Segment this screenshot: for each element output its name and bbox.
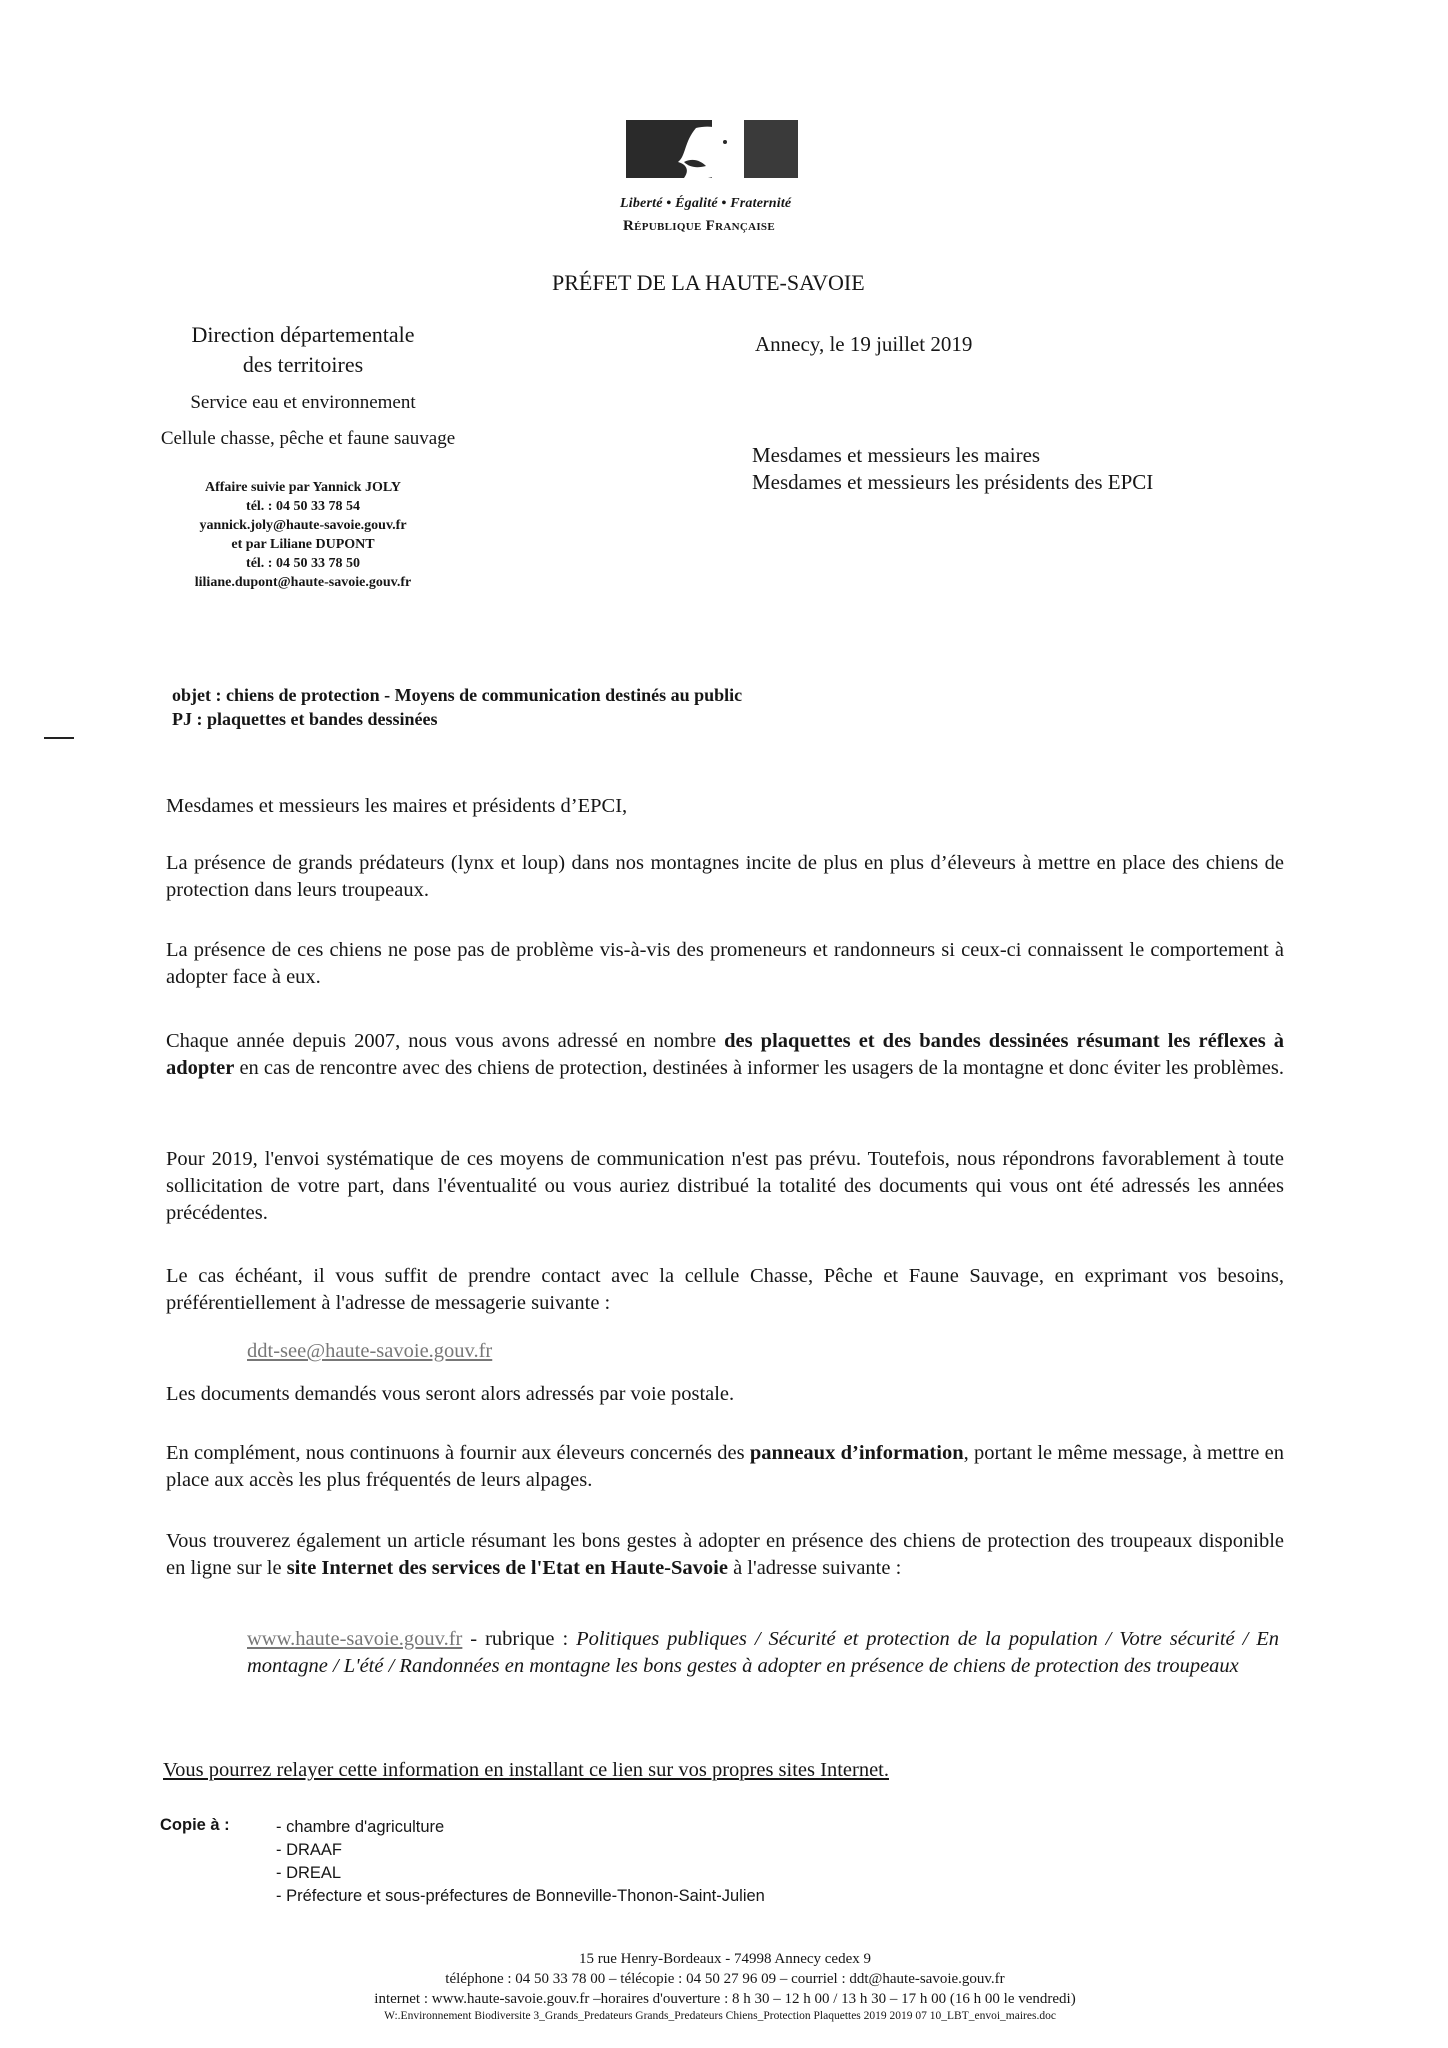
paragraph-2019: Pour 2019, l'envoi systématique de ces moyens de communication n'est pas prévu. Toutefois, nous répondrons favorablement à toute sollicitation de votre part, dans l'éventualité ou vous auriez distribué la totalité des documents qui vous ont été adressés les années précédentes. bbox=[166, 1148, 1284, 1224]
contact-email: yannick.joly@haute-savoie.gouv.fr bbox=[199, 518, 407, 533]
paragraph-panels bbox=[166, 1440, 1284, 1494]
footer-phones: téléphone : 04 50 33 78 00 – télécopie : 04 50 27 96 09 – courriel : ddt@haute-savoie.gouv.fr bbox=[445, 1971, 1005, 1987]
sender-service: Service eau et environnement bbox=[190, 392, 416, 413]
copy-label: Copie à : bbox=[160, 1816, 230, 1834]
object-line: objet : chiens de protection - Moyens de communication destinés au public bbox=[172, 685, 743, 705]
paragraph-text: Vous trouverez également un article résumant les bons gestes à adopter en présence des chiens de protection des troupeaux disponible en ligne sur le bbox=[166, 1530, 1284, 1579]
url-block bbox=[247, 1626, 1279, 1680]
copy-item: - DREAL bbox=[276, 1864, 342, 1882]
paragraph-emphasis: des plaquettes et des bandes dessinées résumant les réflexes à adopter bbox=[166, 1030, 1284, 1079]
republic-motto: Liberté • Égalité • Fraternité bbox=[620, 196, 792, 211]
salutation: Mesdames et messieurs les maires et présidents d’EPCI, bbox=[166, 795, 628, 817]
paragraph-text: En complément, nous continuons à fournir aux éleveurs concernés des bbox=[166, 1442, 750, 1464]
email-link[interactable]: ddt-see@haute-savoie.gouv.fr bbox=[247, 1340, 493, 1362]
contact-line: tél. : 04 50 33 78 54 bbox=[246, 499, 360, 514]
footer-address: 15 rue Henry-Bordeaux - 74998 Annecy cedex 9 bbox=[579, 1951, 871, 1967]
paragraph-text: à l'adresse suivante : bbox=[727, 1557, 902, 1579]
paragraph-predators: La présence de grands prédateurs (lynx et loup) dans nos montagnes incite de plus en plus d’éleveurs à mettre en place des chiens de protection dans leurs troupeaux. bbox=[166, 852, 1284, 901]
copy-item: - chambre d'agriculture bbox=[276, 1818, 445, 1836]
copy-list bbox=[276, 1816, 765, 1908]
paragraph-text: en cas de rencontre avec des chiens de protection, destinées à informer les usagers de la montagne et donc éviter les problèmes. bbox=[234, 1057, 1284, 1079]
attachment-line: PJ : plaquettes et bandes dessinées bbox=[172, 709, 438, 729]
paragraph-emphasis: panneaux d’information bbox=[749, 1442, 964, 1464]
copy-item: - DRAAF bbox=[276, 1841, 342, 1859]
contact-line: Affaire suivie par Yannick JOLY bbox=[204, 480, 402, 495]
marianne-logo bbox=[626, 120, 798, 178]
contact-email: liliane.dupont@haute-savoie.gouv.fr bbox=[194, 575, 412, 590]
prefet-title: PRÉFET DE LA HAUTE-SAVOIE bbox=[552, 270, 865, 295]
letter-object bbox=[172, 683, 1072, 731]
footer-internet: internet : www.haute-savoie.gouv.fr –horaires d'ouverture : 8 h 30 – 12 h 00 / 13 h 30 – 17 h 00 (16 h 00 le vendredi) bbox=[374, 1991, 1076, 2007]
copy-item: - Préfecture et sous-préfectures de Bonneville-Thonon-Saint-Julien bbox=[276, 1887, 765, 1905]
paragraph-postal: Les documents demandés vous seront alors adressés par voie postale. bbox=[166, 1383, 735, 1405]
recipient-line: Mesdames et messieurs les présidents des EPCI bbox=[752, 470, 1154, 494]
paragraph-text: , portant le même message, à mettre en place aux accès les plus fréquentés de leurs alpages. bbox=[166, 1442, 1284, 1491]
file-path: W:.Environnement Biodiversite 3_Grands_Predateurs Grands_Predateurs Chiens_Protection Plaquettes 2019 2019 07 10_LBT_envoi_maires.doc bbox=[384, 2010, 1056, 2022]
recipients bbox=[752, 442, 1312, 496]
paragraph-article bbox=[166, 1528, 1284, 1582]
contact-line: et par Liliane DUPONT bbox=[231, 537, 375, 552]
recipient-line: Mesdames et messieurs les maires bbox=[752, 443, 1041, 467]
paragraph-contact: Le cas échéant, il vous suffit de prendre contact avec la cellule Chasse, Pêche et Faune Sauvage, en exprimant vos besoins, préférentiellement à l'adresse de messagerie suivante : bbox=[166, 1265, 1284, 1314]
url-path: Politiques publiques / Sécurité et protection de la population / Votre sécurité / En montagne / L'été / Randonnées en montagne les bons gestes à adopter en présence de chiens de protection des troupeaux bbox=[247, 1628, 1279, 1677]
relay-note: Vous pourrez relayer cette information en installant ce lien sur vos propres sites Internet. bbox=[163, 1759, 889, 1781]
url-rubrique: - rubrique : bbox=[462, 1628, 577, 1650]
paragraph-text: Chaque année depuis 2007, nous vous avons adressé en nombre bbox=[166, 1030, 725, 1052]
paragraph-emphasis: site Internet des services de l'Etat en Haute-Savoie bbox=[286, 1557, 728, 1579]
republic-name: République Française bbox=[623, 218, 775, 234]
letter-date: Annecy, le 19 juillet 2019 bbox=[755, 332, 973, 356]
sender-contacts bbox=[118, 478, 488, 592]
footer bbox=[160, 1949, 1290, 2009]
sender-cellule: Cellule chasse, pêche et faune sauvage bbox=[160, 428, 456, 449]
sender-department bbox=[148, 320, 458, 380]
website-link[interactable]: www.haute-savoie.gouv.fr bbox=[247, 1628, 463, 1650]
paragraph-brochures bbox=[166, 1028, 1284, 1082]
department-line-1: Direction départementale bbox=[191, 322, 415, 347]
contact-line: tél. : 04 50 33 78 50 bbox=[246, 556, 360, 571]
department-line-2: des territoires bbox=[242, 352, 364, 377]
paragraph-behaviour: La présence de ces chiens ne pose pas de problème vis-à-vis des promeneurs et randonneurs si ceux-ci connaissent le comportement à adopter face à eux. bbox=[166, 939, 1284, 988]
fold-mark bbox=[44, 737, 74, 739]
